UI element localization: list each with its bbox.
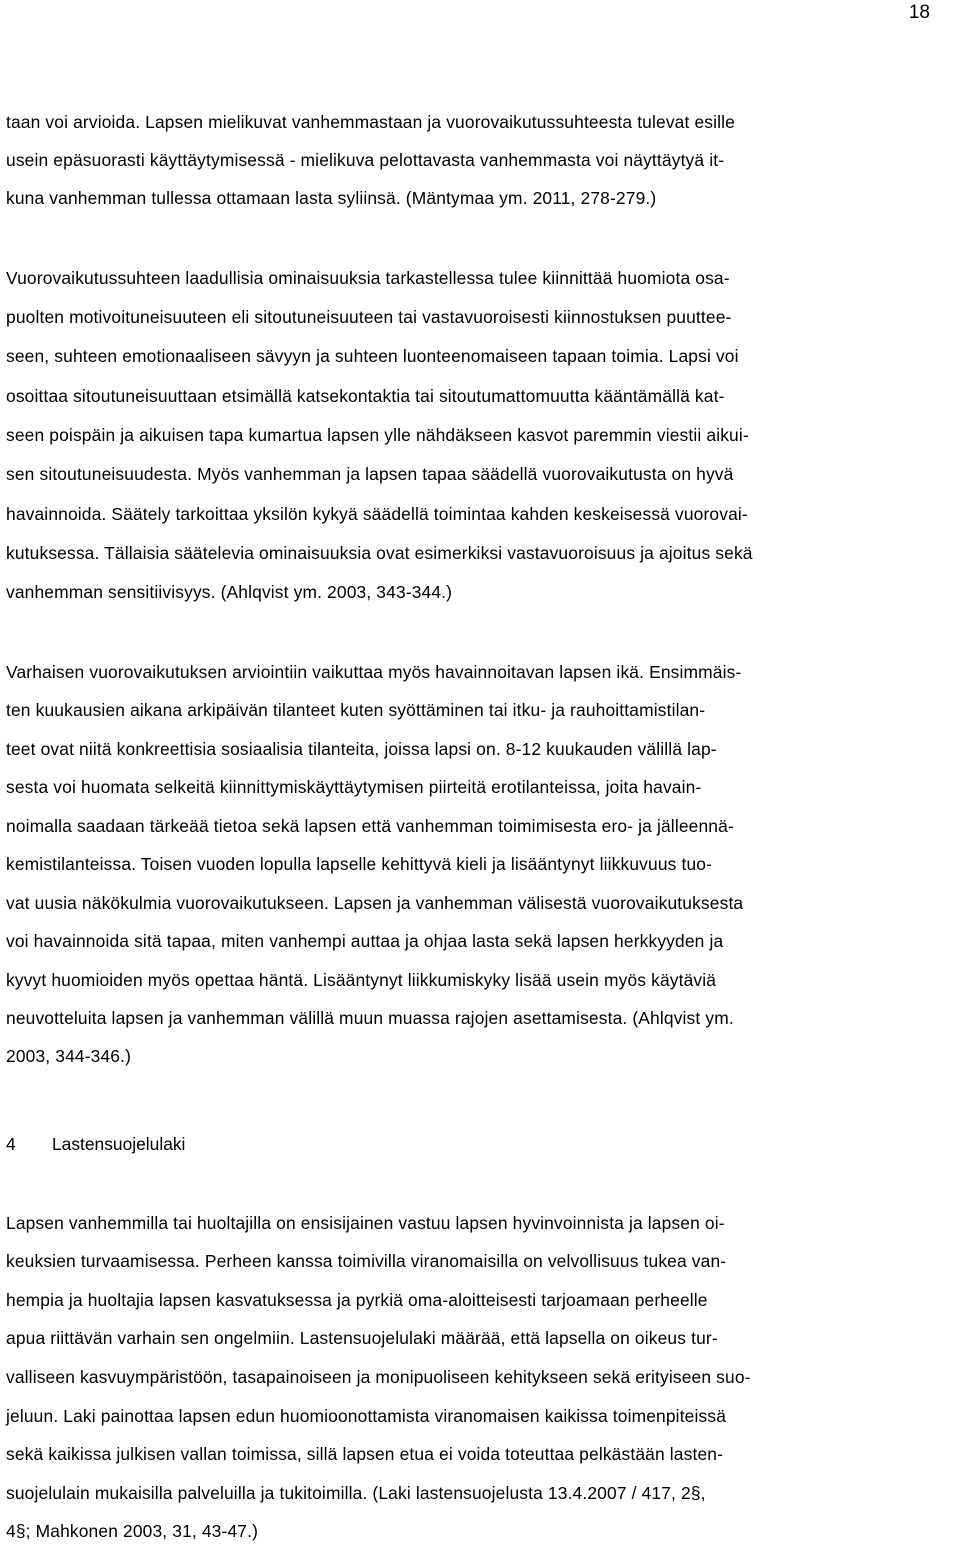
paragraph-4-line: sekä kaikissa julkisen vallan toimissa, sillä lapsen etua ei voida toteuttaa pelkästään lasten- (6, 1444, 724, 1464)
paragraph-3-line: vat uusia näkökulmia vuorovaikutukseen. Lapsen ja vanhemman välisestä vuorovaikutuksesta (6, 893, 744, 913)
paragraph-2-line: sen sitoutuneisuudesta. Myös vanhemman ja lapsen tapaa säädellä vuorovaikutusta on hyvä (6, 464, 734, 484)
section-title: Lastensuojelulaki (52, 1134, 186, 1154)
paragraph-4-line: apua riittävän varhain sen ongelmiin. Lastensuojelulaki määrää, että lapsella on oikeus tur- (6, 1328, 718, 1348)
section-number: 4 (6, 1134, 16, 1154)
paragraph-3-line: kyvyt huomioiden myös opettaa häntä. Lisääntynyt liikkumiskyky lisää usein myös käytäviä (6, 970, 717, 990)
paragraph-2-line: puolten motivoituneisuuteen eli sitoutuneisuuteen tai vastavuoroisesti kiinnostuksen puuttee- (6, 307, 732, 327)
paragraph-4-line: keuksien turvaamisessa. Perheen kanssa toimivilla viranomaisilla on velvollisuus tukea van- (6, 1251, 727, 1271)
paragraph-1-line: taan voi arvioida. Lapsen mielikuvat vanhemmastaan ja vuorovaikutussuhteesta tulevat esille (6, 112, 736, 132)
paragraph-1-line: kuna vanhemman tullessa ottamaan lasta syliinsä. (Mäntymaa ym. 2011, 278-279.) (6, 188, 657, 208)
paragraph-4-line: suojelulain mukaisilla palveluilla ja tukitoimilla. (Laki lastensuojelusta 13.4.2007 / 417, 2§, (6, 1483, 706, 1503)
paragraph-3-line: Varhaisen vuorovaikutuksen arviointiin vaikuttaa myös havainnoitavan lapsen ikä. Ensimmäis- (6, 662, 742, 682)
paragraph-2-line: havainnoida. Säätely tarkoittaa yksilön kykyä säädellä toimintaa kahden keskeisessä vuorovai- (6, 504, 748, 524)
paragraph-2-line: Vuorovaikutussuhteen laadullisia ominaisuuksia tarkastellessa tulee kiinnittää huomiota osa- (6, 268, 730, 288)
paragraph-3-line: 2003, 344-346.) (6, 1046, 132, 1066)
paragraph-3-line: ten kuukausien aikana arkipäivän tilanteet kuten syöttäminen tai itku- ja rauhoittamistilan- (6, 700, 706, 720)
paragraph-4-line: jeluun. Laki painottaa lapsen edun huomioonottamista viranomaisen kaikissa toimenpiteissä (6, 1406, 727, 1426)
paragraph-2-line: vanhemman sensitiivisyys. (Ahlqvist ym. 2003, 343-344.) (6, 582, 453, 602)
paragraph-4-line: hempia ja huoltajia lapsen kasvatuksessa ja pyrkiä oma-aloitteisesti tarjoamaan perheelle (6, 1290, 708, 1310)
paragraph-4-line: valliseen kasvuympäristöön, tasapainoiseen ja monipuoliseen kehitykseen sekä erityiseen suo- (6, 1367, 751, 1387)
paragraph-3-line: teet ovat niitä konkreettisia sosiaalisia tilanteita, joissa lapsi on. 8-12 kuukauden välillä lap- (6, 739, 717, 759)
paragraph-3-line: noimalla saadaan tärkeää tietoa sekä lapsen että vanhemman toimimisesta ero- ja jälleennä- (6, 816, 734, 836)
paragraph-3-line: kemistilanteissa. Toisen vuoden lopulla lapselle kehittyvä kieli ja lisääntynyt liikkuvuus tuo- (6, 854, 713, 874)
section-heading (6, 1133, 185, 1155)
paragraph-3-line: neuvotteluita lapsen ja vanhemman välillä muun muassa rajojen asettamisesta. (Ahlqvist ym. (6, 1008, 734, 1028)
paragraph-4-line: Lapsen vanhemmilla tai huoltajilla on ensisijainen vastuu lapsen hyvinvoinnista ja lapsen oi- (6, 1213, 725, 1233)
paragraph-2-line: seen poispäin ja aikuisen tapa kumartua lapsen ylle nähdäkseen kasvot paremmin viestii aikui- (6, 425, 749, 445)
paragraph-2-line: osoittaa sitoutuneisuuttaan etsimällä katsekontaktia tai sitoutumattomuutta kääntämällä kat- (6, 386, 725, 406)
paragraph-1-line: usein epäsuorasti käyttäytymisessä - mielikuva pelottavasta vanhemmasta voi näyttäytyä it- (6, 150, 725, 170)
paragraph-2-line: seen, suhteen emotionaaliseen sävyyn ja suhteen luonteenomaiseen tapaan toimia. Lapsi voi (6, 346, 739, 366)
paragraph-2-line: kutuksessa. Tällaisia säätelevia ominaisuuksia ovat esimerkiksi vastavuoroisuus ja ajoitus sekä (6, 543, 753, 563)
paragraph-4-line: 4§; Mahkonen 2003, 31, 43-47.) (6, 1521, 259, 1541)
page-number: 18 (908, 2, 930, 23)
paragraph-3-line: voi havainnoida sitä tapaa, miten vanhempi auttaa ja ohjaa lasta sekä lapsen herkkyyden ja (6, 931, 724, 951)
paragraph-3-line: sesta voi huomata selkeitä kiinnittymiskäyttäytymisen piirteitä erotilanteissa, joita havain- (6, 777, 702, 797)
